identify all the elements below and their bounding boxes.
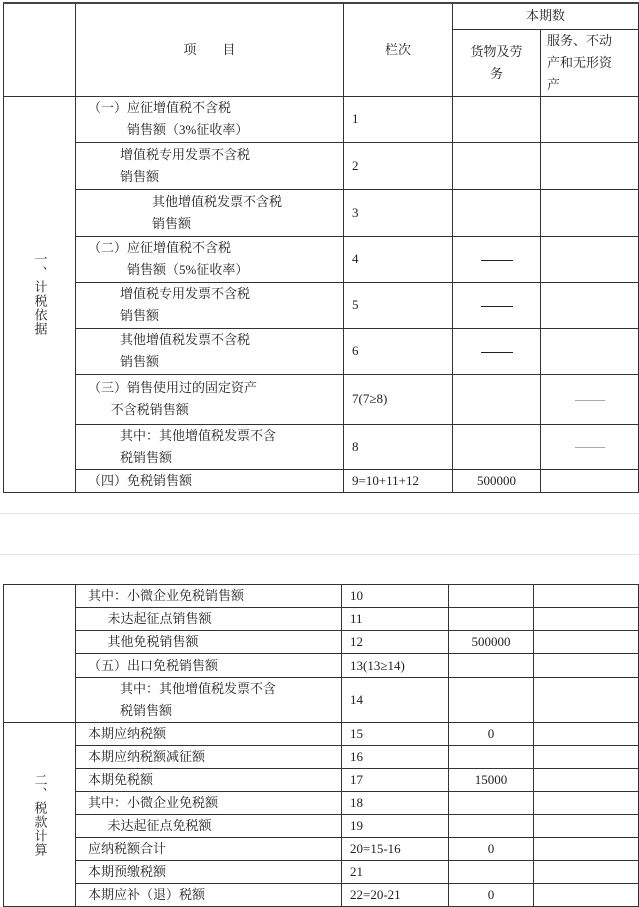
table-row <box>4 678 639 723</box>
table-row <box>4 96 639 142</box>
dash-mark <box>575 400 605 401</box>
table-row <box>4 189 639 236</box>
row-services-value <box>541 189 639 236</box>
row-services-value <box>541 282 639 328</box>
row-column-number: 21 <box>342 861 449 884</box>
table-row <box>4 374 639 424</box>
row-services-value <box>534 815 639 838</box>
section-2-tax-calculation <box>4 723 76 907</box>
row-goods-value <box>453 189 541 236</box>
header-services: 服务、不动 产和无形资 产 <box>541 29 639 96</box>
row-services-value <box>534 884 639 907</box>
row-goods-value <box>453 96 541 142</box>
row-column-number: 7(7≥8) <box>344 374 453 424</box>
row-services-value <box>541 142 639 189</box>
row-item-label: （一）应征增值税不含税 销售额（3%征收率） <box>76 96 344 142</box>
table-row <box>4 861 639 884</box>
row-services-value <box>534 631 639 654</box>
row-column-number: 12 <box>342 631 449 654</box>
row-item-label: 应纳税额合计 <box>76 838 342 861</box>
table-row <box>4 815 639 838</box>
row-item-label: 其他增值税发票不含税 销售额 <box>76 328 344 374</box>
row-services-value <box>534 792 639 815</box>
table-row <box>4 746 639 769</box>
section-1-continued <box>4 585 76 723</box>
row-item-label: （二）应征增值税不含税 销售额（5%征收率） <box>76 236 344 282</box>
row-services-value <box>541 469 639 492</box>
row-item-label: 未达起征点免税额 <box>76 815 342 838</box>
row-item-label: 其他增值税发票不含税 销售额 <box>76 189 344 236</box>
row-goods-value <box>449 608 534 631</box>
table-row <box>4 424 639 469</box>
row-column-number: 11 <box>342 608 449 631</box>
row-goods-value <box>449 861 534 884</box>
row-item-label: 本期应纳税额减征额 <box>76 746 342 769</box>
table-row <box>4 282 639 328</box>
row-column-number: 16 <box>342 746 449 769</box>
row-column-number: 13(13≥14) <box>342 654 449 678</box>
row-item-label: 其中：小微企业免税额 <box>76 792 342 815</box>
row-goods-value <box>449 654 534 678</box>
row-column-number: 10 <box>342 585 449 608</box>
row-services-value <box>534 746 639 769</box>
section-header-blank <box>4 3 76 96</box>
row-goods-value <box>453 236 541 282</box>
row-column-number: 1 <box>344 96 453 142</box>
row-column-number: 20=15-16 <box>342 838 449 861</box>
row-item-label: （五）出口免税销售额 <box>76 654 342 678</box>
row-services-value <box>541 96 639 142</box>
row-goods-value <box>453 282 541 328</box>
row-item-label: 本期免税额 <box>76 769 342 792</box>
table-row <box>4 631 639 654</box>
page-divider <box>0 513 639 514</box>
row-column-number: 22=20-21 <box>342 884 449 907</box>
row-column-number: 8 <box>344 424 453 469</box>
table-row <box>4 769 639 792</box>
row-column-number: 5 <box>344 282 453 328</box>
row-item-label: 其中：其他增值税发票不含 税销售额 <box>76 424 344 469</box>
row-goods-value <box>453 328 541 374</box>
row-goods-value: 0 <box>449 838 534 861</box>
row-column-number: 15 <box>342 723 449 746</box>
row-item-label: 增值税专用发票不含税 销售额 <box>76 142 344 189</box>
page-divider <box>0 554 639 555</box>
row-goods-value <box>449 678 534 723</box>
row-column-number: 14 <box>342 678 449 723</box>
row-services-value <box>534 585 639 608</box>
row-goods-value: 0 <box>449 723 534 746</box>
row-item-label: （三）销售使用过的固定资产 不含税销售额 <box>76 374 344 424</box>
table-row <box>4 838 639 861</box>
header-current-period: 本期数 <box>453 3 639 29</box>
row-goods-value <box>449 815 534 838</box>
table-row <box>4 328 639 374</box>
row-goods-value <box>449 792 534 815</box>
row-column-number: 9=10+11+12 <box>344 469 453 492</box>
section-1-tax-basis <box>4 96 76 492</box>
row-goods-value <box>449 746 534 769</box>
row-column-number: 18 <box>342 792 449 815</box>
table-row <box>4 608 639 631</box>
row-services-value <box>534 608 639 631</box>
row-services-value <box>541 328 639 374</box>
row-column-number: 6 <box>344 328 453 374</box>
tax-table-page-1 <box>3 2 639 493</box>
row-item-label: 增值税专用发票不含税 销售额 <box>76 282 344 328</box>
table-row <box>4 884 639 907</box>
section-label: 一、计税依据 <box>32 252 48 336</box>
dash-mark <box>575 447 605 448</box>
row-goods-value: 0 <box>449 884 534 907</box>
table-row <box>4 236 639 282</box>
row-column-number: 19 <box>342 815 449 838</box>
section-label: 二、税款计算 <box>32 772 48 857</box>
row-services-value <box>534 838 639 861</box>
row-item-label: 本期应补（退）税额 <box>76 884 342 907</box>
row-goods-value: 500000 <box>453 469 541 492</box>
row-goods-value <box>449 585 534 608</box>
row-item-label: 未达起征点销售额 <box>76 608 342 631</box>
row-column-number: 3 <box>344 189 453 236</box>
row-goods-value <box>453 374 541 424</box>
table-row <box>4 654 639 678</box>
row-services-value <box>534 769 639 792</box>
header-column: 栏次 <box>344 3 453 96</box>
table-row <box>4 469 639 492</box>
row-goods-value <box>453 142 541 189</box>
row-goods-value: 15000 <box>449 769 534 792</box>
dash-mark <box>481 260 513 261</box>
table-row <box>4 723 639 746</box>
table-row <box>4 142 639 189</box>
row-services-value <box>541 236 639 282</box>
row-item-label: （四）免税销售额 <box>76 469 344 492</box>
header-goods: 货物及劳 务 <box>453 29 541 96</box>
row-item-label: 其他免税销售额 <box>76 631 342 654</box>
dash-mark <box>481 352 513 353</box>
row-item-label: 其中：其他增值税发票不含 税销售额 <box>76 678 342 723</box>
row-column-number: 2 <box>344 142 453 189</box>
row-services-value <box>534 861 639 884</box>
header-item: 项 目 <box>76 3 344 96</box>
row-services-value <box>541 374 639 424</box>
row-services-value <box>534 654 639 678</box>
row-item-label: 其中：小微企业免税销售额 <box>76 585 342 608</box>
row-goods-value: 500000 <box>449 631 534 654</box>
dash-mark <box>481 306 513 307</box>
row-column-number: 4 <box>344 236 453 282</box>
table-row <box>4 585 639 608</box>
row-services-value <box>534 678 639 723</box>
row-item-label: 本期应纳税额 <box>76 723 342 746</box>
row-goods-value <box>453 424 541 469</box>
tax-table-page-2 <box>3 584 639 907</box>
row-column-number: 17 <box>342 769 449 792</box>
row-item-label: 本期预缴税额 <box>76 861 342 884</box>
table-row <box>4 792 639 815</box>
row-services-value <box>541 424 639 469</box>
row-services-value <box>534 723 639 746</box>
